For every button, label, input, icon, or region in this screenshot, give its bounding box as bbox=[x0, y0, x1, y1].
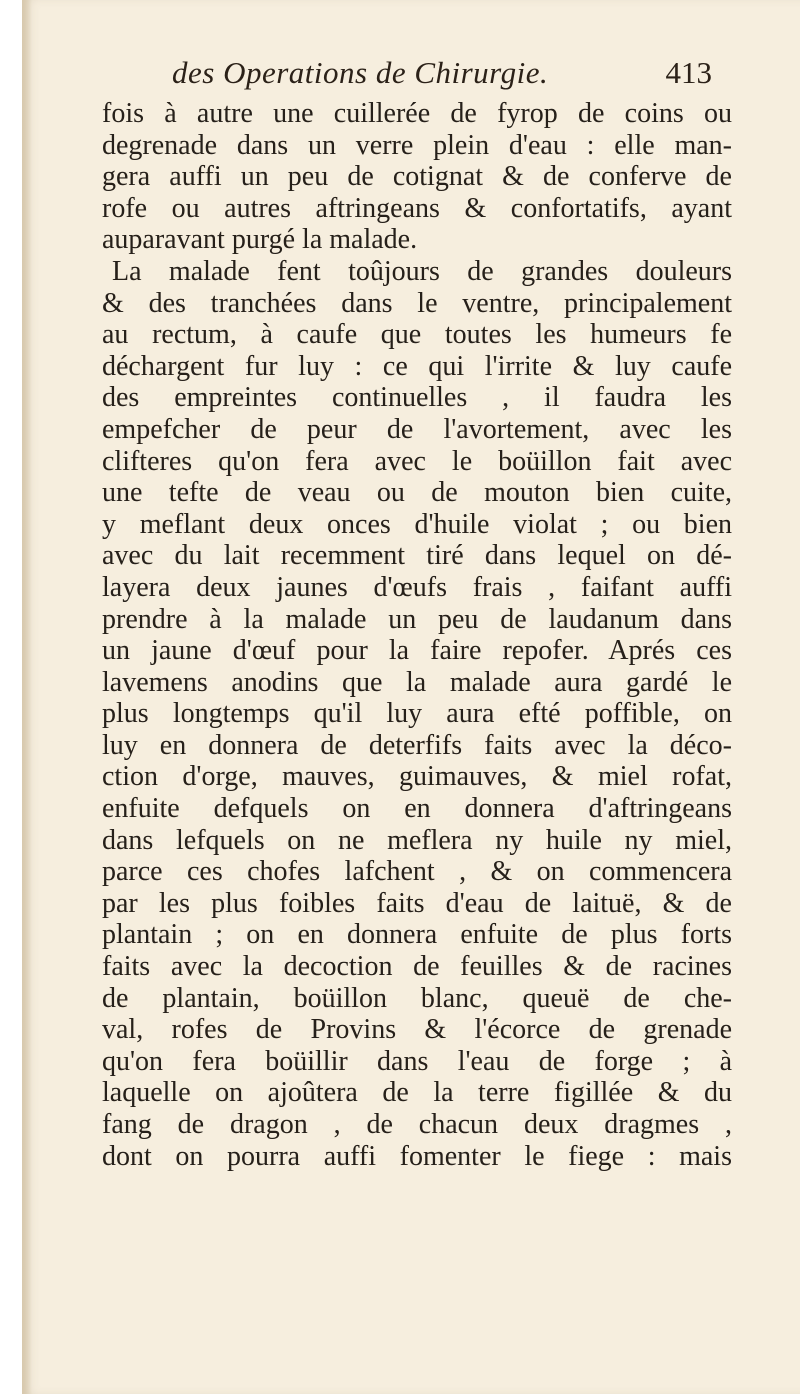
text-line: prendre à la malade un peu de laudanum dans bbox=[102, 603, 732, 635]
text-line: dans lefquels on ne meflera ny huile ny miel, bbox=[102, 824, 732, 856]
page-number: 413 bbox=[665, 55, 712, 90]
text-line: par les plus foibles faits d'eau de laituë, & de bbox=[102, 887, 732, 919]
text-line: & des tranchées dans le ventre, principalement bbox=[102, 287, 732, 319]
text-line: layera deux jaunes d'œufs frais , faifant auffi bbox=[102, 571, 732, 603]
text-line: auparavant purgé la malade. bbox=[102, 224, 418, 256]
text-line: val, rofes de Provins & l'écorce de grenade bbox=[102, 1014, 732, 1046]
text-line: y meflant deux onces d'huile violat ; ou bien bbox=[102, 508, 732, 540]
text-line: laquelle on ajoûtera de la terre figillée & du bbox=[102, 1077, 732, 1109]
text-line: des empreintes continuelles , il faudra les bbox=[102, 382, 732, 414]
text-line: parce ces chofes lafchent , & on commencera bbox=[102, 856, 732, 888]
text-line: plantain ; on en donnera enfuite de plus forts bbox=[102, 919, 732, 951]
text-line: clifteres qu'on fera avec le boüillon fait avec bbox=[102, 445, 732, 477]
text-line: rofe ou autres aftringeans & confortatifs, ayant bbox=[102, 192, 732, 224]
text-line: fois à autre une cuillerée de fyrop de coins ou bbox=[102, 98, 732, 129]
text-line: une tefte de veau ou de mouton bien cuite, bbox=[102, 477, 732, 509]
page-gutter-shadow bbox=[22, 0, 32, 1394]
paragraph-start-line: La malade fent toûjours de grandes douleurs bbox=[112, 255, 732, 287]
text-line: fang de dragon , de chacun deux dragmes , bbox=[102, 1109, 732, 1140]
text-line: lavemens anodins que la malade aura gardé le bbox=[102, 666, 732, 698]
book-page bbox=[22, 0, 800, 1394]
text-line: qu'on fera boüillir dans l'eau de forge ; à bbox=[102, 1045, 732, 1077]
text-line: faits avec la decoction de feuilles & de racines bbox=[102, 951, 732, 983]
text-line: luy en donnera de deterfifs faits avec la déco- bbox=[102, 729, 732, 761]
text-line: gera auffi un peu de cotignat & de conferve de bbox=[102, 161, 732, 193]
body-text bbox=[102, 98, 732, 1172]
text-line: avec du lait recemment tiré dans lequel on dé- bbox=[102, 540, 732, 572]
running-title: des Operations de Chirurgie. bbox=[172, 55, 549, 90]
text-line: empefcher de peur de l'avortement, avec les bbox=[102, 413, 732, 445]
text-line: plus longtemps qu'il luy aura efté poffible, on bbox=[102, 698, 732, 730]
text-line: de plantain, boüillon blanc, queuë de che- bbox=[102, 982, 732, 1014]
text-line: dont on pourra auffi fomenter le fiege : mais bbox=[102, 1140, 732, 1172]
text-line: degrenade dans un verre plein d'eau : elle man- bbox=[102, 129, 732, 161]
text-line: un jaune d'œuf pour la faire repofer. Aprés ces bbox=[102, 635, 732, 667]
text-line: au rectum, à caufe que toutes les humeurs fe bbox=[102, 319, 732, 351]
text-line: déchargent fur luy : ce qui l'irrite & luy caufe bbox=[102, 350, 732, 382]
text-line: enfuite defquels on en donnera d'aftringeans bbox=[102, 793, 732, 825]
text-line: ction d'orge, mauves, guimauves, & miel rofat, bbox=[102, 761, 732, 793]
